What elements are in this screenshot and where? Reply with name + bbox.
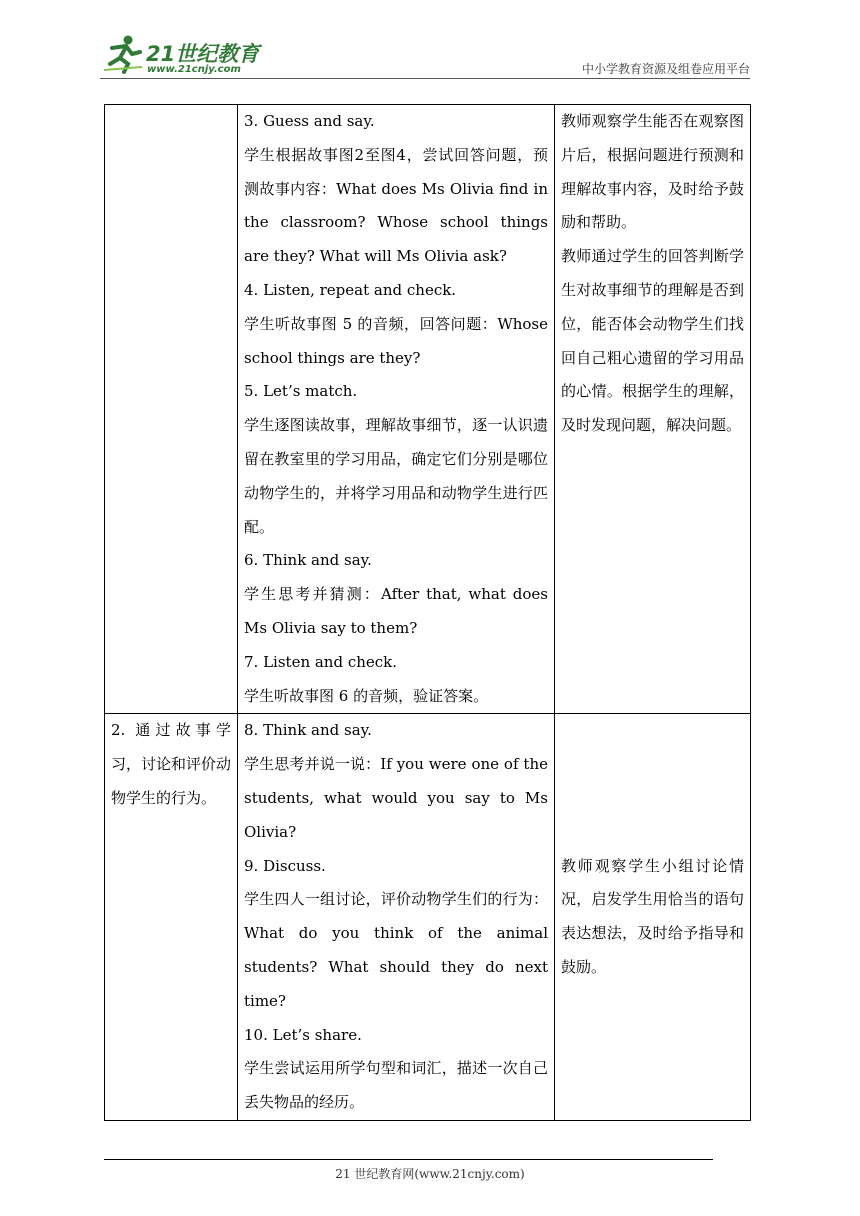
platform-name: 中小学教育资源及组卷应用平台 (581, 62, 750, 76)
table-row (105, 105, 751, 714)
goal-cell (105, 105, 238, 714)
activity-line: 学生听故事图 6 的音频，验证答案。 (244, 686, 489, 705)
activity-line: 6. Think and say. (244, 551, 372, 570)
page-header (100, 30, 750, 78)
logo-title: 21世纪教育 (146, 42, 260, 66)
goal-text: 2. 通过故事学习，讨论和评价动物学生的行为。 (111, 721, 232, 807)
activity-line: 10. Let’s share. (244, 1025, 362, 1044)
runner-logo-icon (102, 34, 146, 74)
logo (100, 30, 270, 78)
activity-line: 4. Listen, repeat and check. (244, 280, 457, 299)
activities-cell (238, 714, 555, 1121)
activity-line: 学生尝试运用所学句型和词汇，描述一次自己丢失物品的经历。 (244, 1059, 548, 1112)
table-row (105, 714, 751, 1121)
logo-subtitle: www.21cnjy.com (147, 64, 241, 75)
header-divider (100, 78, 750, 79)
page-footer: 21 世纪教育网(www.21cnjy.com) (335, 1167, 525, 1181)
goal-cell (105, 714, 238, 1121)
evaluation-cell (555, 714, 751, 1121)
evaluation-text: 教师观察学生能否在观察图片后，根据问题进行预测和理解故事内容，及时给予鼓励和帮助。 (561, 112, 744, 232)
activity-line: 7. Listen and check. (244, 652, 398, 671)
activity-line: 学生听故事图 5 的音频，回答问题：Whose school things are they? (244, 314, 548, 367)
activities-cell (238, 105, 555, 714)
activity-line: 学生思考并猜测：After that, what does Ms Olivia say to them? (244, 585, 548, 637)
evaluation-cell (555, 105, 751, 714)
activity-line: 9. Discuss. (244, 856, 326, 875)
activity-line: 5. Let’s match. (244, 382, 358, 401)
footer-divider (104, 1159, 713, 1160)
lesson-table (104, 104, 751, 1121)
evaluation-text: 教师通过学生的回答判断学生对故事细节的理解是否到位，能否体会动物学生们找回自己粗心遗留的学习用品的心情。根据学生的理解，及时发现问题，解决问题。 (561, 247, 744, 435)
activity-line: 学生逐图读故事，理解故事细节，逐一认识遗留在教室里的学习用品，确定它们分别是哪位动物学生的，并将学习用品和动物学生进行匹配。 (244, 416, 548, 536)
evaluation-text: 教师观察学生小组讨论情况，启发学生用恰当的语句表达想法，及时给予指导和鼓励。 (561, 856, 744, 976)
activity-line: 学生四人一组讨论，评价动物学生们的行为：What do you think of the animal students? What should they do next time? (244, 890, 548, 1010)
activity-line: 3. Guess and say. (244, 112, 375, 130)
activity-line: 学生思考并说一说：If you were one of the students, what would you say to Ms Olivia? (244, 755, 548, 841)
activity-line: 学生根据故事图2至图4，尝试回答问题，预测故事内容：What does Ms Olivia find in the classroom? Whose school things are they? What will Ms Olivia ask? (244, 145, 548, 266)
activity-line: 8. Think and say. (244, 721, 372, 740)
